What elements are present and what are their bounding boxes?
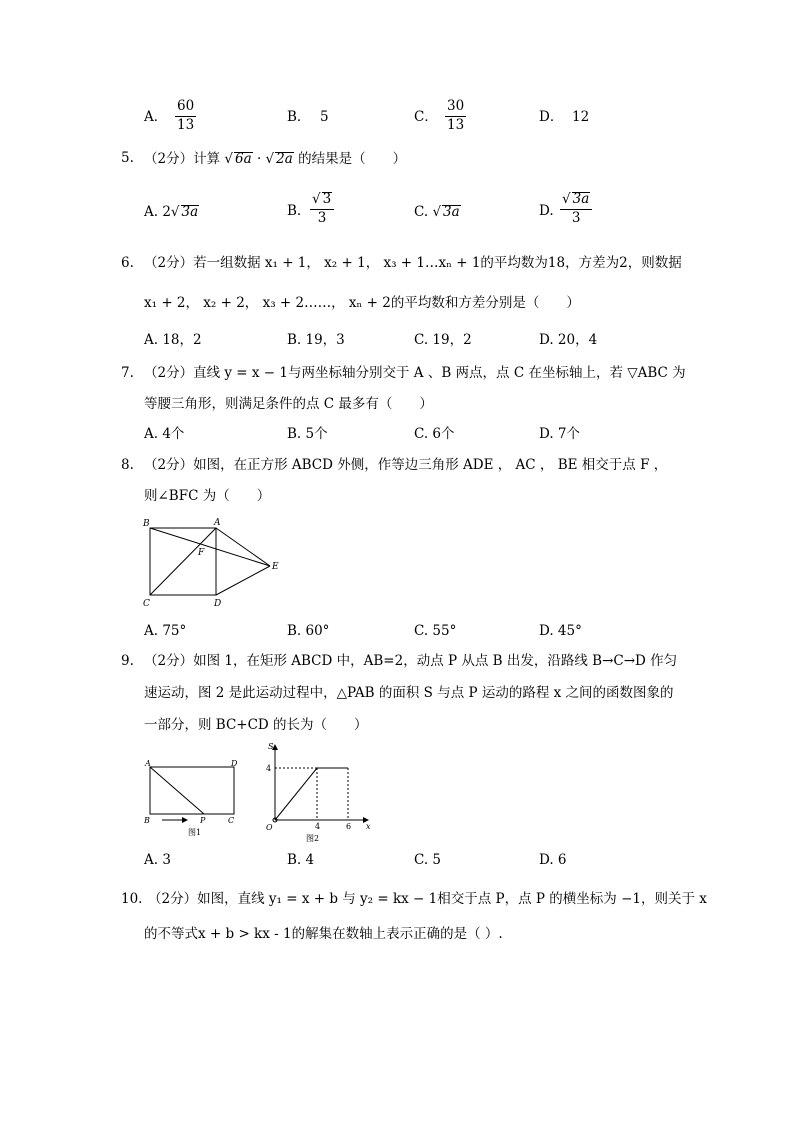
q5-d-radicand: 3a bbox=[572, 191, 590, 207]
origin-label: O bbox=[266, 823, 273, 832]
figure-1-caption: 图1 bbox=[188, 828, 202, 837]
label-p: P bbox=[200, 816, 206, 825]
segment-de bbox=[216, 566, 270, 595]
q4-a-numerator: 60 bbox=[177, 98, 195, 114]
q4-option-a-label: A． bbox=[144, 109, 168, 125]
sqrt-sign: √ bbox=[312, 191, 321, 207]
q10-line-2: 的不等式x + b > kx - 1的解集在数轴上表示正确的是（ ）. bbox=[144, 926, 503, 942]
label-a: A bbox=[214, 518, 221, 528]
q10-number: 10. bbox=[121, 891, 143, 907]
q9-figure-2-graph bbox=[260, 740, 375, 845]
q8-option-d: D. 45° bbox=[539, 623, 582, 639]
q5-a-radicand: 3a bbox=[181, 204, 199, 220]
sqrt-sign: √ bbox=[432, 204, 442, 220]
figure-2-caption: 图2 bbox=[306, 834, 320, 843]
q7-option-a: A. 4个 bbox=[144, 426, 185, 442]
q6-number: 6. bbox=[121, 255, 134, 271]
q5-tail: 的结果是（ ） bbox=[298, 151, 407, 167]
q8-number: 8. bbox=[121, 457, 134, 473]
q9-number: 9. bbox=[121, 653, 134, 669]
sqrt-sign: √ bbox=[562, 191, 571, 207]
q9-line-2: 速运动，图 2 是此运动过程中，△PAB 的面积 S 与点 P 运动的路程 x 之间的函数图象的 bbox=[144, 685, 674, 701]
q8-line-1: （2分）如图，在正方形 ABCD 外侧，作等边三角形 ADE ， AC ， BE 相交于点 F ， bbox=[144, 457, 668, 473]
q5-b-radicand: 3 bbox=[322, 191, 332, 207]
q9-option-d: D. 6 bbox=[539, 852, 567, 868]
segment-ae bbox=[216, 528, 270, 566]
segment-ap bbox=[150, 767, 204, 814]
q4-option-a-fraction bbox=[175, 100, 196, 132]
q4-option-b-value: 5 bbox=[320, 109, 329, 125]
label-c: C bbox=[228, 816, 235, 825]
q5-d-denominator: 3 bbox=[571, 209, 581, 226]
q9-line-3: 一部分，则 BC+CD 的长为（ ） bbox=[144, 717, 368, 733]
q4-option-d-value: 12 bbox=[572, 109, 590, 125]
q5-d-numerator bbox=[560, 192, 592, 209]
q7-number: 7. bbox=[121, 365, 134, 381]
label-b: B bbox=[144, 816, 150, 825]
label-d: D bbox=[214, 599, 222, 609]
tick-label-x4: 4 bbox=[315, 822, 321, 831]
q5-number: 5. bbox=[121, 150, 134, 166]
q5-option-d-label: D. bbox=[539, 203, 554, 219]
q5-radicand-2: 2a bbox=[276, 151, 293, 167]
label-e: E bbox=[272, 562, 279, 572]
q8-line-2: 则∠BFC 为（ ） bbox=[144, 488, 271, 504]
q7-option-d: D. 7个 bbox=[539, 426, 581, 442]
q4-c-numerator: 30 bbox=[447, 98, 465, 114]
q5-b-denominator: 3 bbox=[317, 209, 327, 226]
q5-a-label: A. 2 bbox=[144, 204, 171, 220]
q9-option-c: C. 5 bbox=[414, 852, 442, 868]
q5-c-label: C. bbox=[414, 204, 429, 220]
q7-line-1: （2分）直线 y = x − 1与两坐标轴分别交于 A 、B 两点，点 C 在坐标轴上，若 ▽ABC 为 bbox=[144, 365, 686, 381]
label-b: B bbox=[143, 519, 150, 529]
graph-s-function bbox=[275, 768, 348, 820]
q7-option-c: C. 6个 bbox=[414, 426, 455, 442]
q5-score: （2分）计算 bbox=[144, 151, 221, 167]
q5-option-b-fraction bbox=[310, 192, 334, 225]
q5-option-b-label: B. bbox=[287, 203, 302, 219]
q10-line-1: （2分）如图，直线 y₁ = x + b 与 y₂ = kx − 1相交于点 P，点 P 的横坐标为 −1，则关于 x bbox=[148, 891, 707, 907]
q6-option-a: A. 18，2 bbox=[144, 332, 202, 348]
q8-option-b: B. 60° bbox=[287, 623, 330, 639]
sqrt-sign: √ bbox=[224, 151, 233, 167]
q5-option-a bbox=[144, 205, 199, 220]
arrow-right-icon bbox=[182, 817, 188, 823]
q8-option-a: A. 75° bbox=[144, 623, 187, 639]
label-a: A bbox=[145, 759, 151, 768]
q6-option-c: C. 19，2 bbox=[414, 332, 472, 348]
tick-label-x6: 6 bbox=[346, 822, 352, 831]
q8-option-c: C. 55° bbox=[414, 623, 457, 639]
sqrt-sign: √ bbox=[265, 151, 275, 167]
q6-line-1: （2分）若一组数据 x₁ + 1， x₂ + 1， x₃ + 1…xₙ + 1的平均数为18，方差为2，则数据 bbox=[144, 255, 682, 271]
q4-option-d-label: D． bbox=[539, 109, 564, 125]
axis-label-x: x bbox=[366, 822, 371, 831]
tick-label-y4: 4 bbox=[266, 764, 272, 773]
q4-a-denominator: 13 bbox=[177, 116, 195, 133]
q4-option-c-fraction bbox=[445, 100, 466, 132]
q5-dot: · bbox=[256, 151, 262, 167]
q4-c-denominator: 13 bbox=[447, 116, 465, 133]
q9-figure-1-rectangle bbox=[140, 755, 250, 840]
q4-option-c-label: C． bbox=[414, 109, 438, 125]
q9-option-a: A. 3 bbox=[144, 852, 171, 868]
q5-c-radicand: 3a bbox=[443, 204, 460, 220]
q7-option-b: B. 5个 bbox=[287, 426, 328, 442]
q4-option-b-label: B． bbox=[287, 109, 311, 125]
q9-option-b: B. 4 bbox=[287, 852, 315, 868]
sqrt-sign: √ bbox=[170, 204, 180, 220]
q5-stem bbox=[144, 152, 406, 167]
label-f: F bbox=[198, 548, 205, 558]
q6-line-2: x₁ + 2， x₂ + 2， x₃ + 2……， xₙ + 2的平均数和方差分别是（ ） bbox=[144, 295, 580, 311]
q5-radicand-1: 6a bbox=[235, 151, 252, 167]
q6-option-d: D. 20，4 bbox=[539, 332, 598, 348]
q5-b-numerator bbox=[310, 192, 334, 209]
q9-line-1: （2分）如图 1，在矩形 ABCD 中，AB=2，动点 P 从点 B 出发，沿路线 B→C→D 作匀 bbox=[144, 653, 678, 669]
rectangle-abcd bbox=[150, 767, 234, 814]
q5-option-d-fraction bbox=[560, 192, 592, 225]
axis-label-s: S bbox=[268, 742, 274, 751]
label-d: D bbox=[231, 759, 238, 768]
label-c: C bbox=[143, 599, 150, 609]
q7-line-2: 等腰三角形，则满足条件的点 C 最多有（ ） bbox=[144, 396, 433, 412]
q8-square-figure bbox=[140, 515, 290, 610]
q6-option-b: B. 19，3 bbox=[287, 332, 345, 348]
q5-option-c bbox=[414, 205, 461, 220]
